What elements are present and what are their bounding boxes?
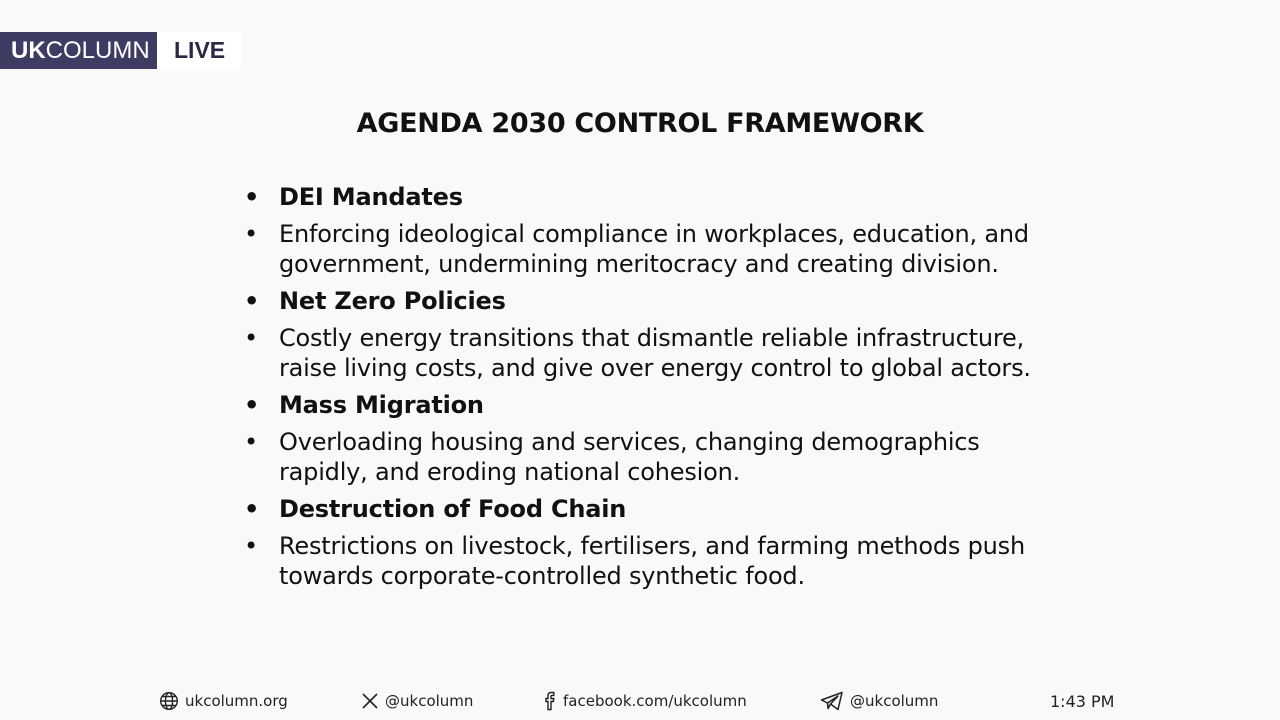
bullet-item bbox=[244, 219, 1044, 279]
bullet-item bbox=[244, 427, 1044, 487]
slide-bullet-list bbox=[244, 182, 1044, 598]
logo-brand-bold: UK bbox=[11, 36, 46, 64]
bullet-dot: • bbox=[244, 324, 258, 352]
slide-title: AGENDA 2030 CONTROL FRAMEWORK bbox=[356, 108, 924, 139]
bullet-dot: • bbox=[244, 183, 260, 211]
bullet-item bbox=[244, 494, 1044, 524]
bullet-item bbox=[244, 286, 1044, 316]
channel-logo bbox=[0, 32, 241, 69]
bullet-text: Net Zero Policies bbox=[279, 287, 506, 315]
website-link-text: ukcolumn.org bbox=[185, 692, 288, 710]
bullet-dot: • bbox=[244, 391, 260, 419]
bullet-item bbox=[244, 390, 1044, 420]
bullet-item bbox=[244, 531, 1044, 591]
footer-facebook[interactable] bbox=[543, 686, 747, 716]
bullet-text: Destruction of Food Chain bbox=[279, 495, 627, 523]
ukcolumn-logo bbox=[0, 32, 157, 69]
telegram-handle-text: @ukcolumn bbox=[850, 692, 939, 710]
bullet-text: Overloading housing and services, changing demographics rapidly, and eroding national cohesion. bbox=[279, 428, 980, 486]
bullet-item bbox=[244, 323, 1044, 383]
bullet-text: DEI Mandates bbox=[279, 183, 463, 211]
bullet-text: Costly energy transitions that dismantle reliable infrastructure, raise living costs, and give over energy control to global actors. bbox=[279, 324, 1031, 382]
logo-brand-regular: COLUMN bbox=[45, 36, 150, 64]
bullet-item bbox=[244, 182, 1044, 212]
bullet-text: Mass Migration bbox=[279, 391, 484, 419]
footer-telegram[interactable] bbox=[820, 686, 938, 716]
bullet-dot: • bbox=[244, 428, 258, 456]
live-badge: LIVE bbox=[157, 32, 241, 69]
x-logo-icon bbox=[361, 692, 379, 710]
bullet-dot: • bbox=[244, 532, 258, 560]
clock-time: 1:43 PM bbox=[1050, 691, 1115, 711]
footer-x-handle[interactable] bbox=[361, 686, 473, 716]
facebook-link-text: facebook.com/ukcolumn bbox=[563, 692, 747, 710]
footer-bar bbox=[0, 686, 1280, 716]
bullet-dot: • bbox=[244, 287, 260, 315]
globe-icon bbox=[159, 691, 179, 711]
footer-website[interactable] bbox=[159, 686, 288, 716]
x-handle-text: @ukcolumn bbox=[385, 692, 474, 710]
telegram-icon bbox=[820, 691, 844, 711]
bullet-dot: • bbox=[244, 495, 260, 523]
bullet-text: Enforcing ideological compliance in workplaces, education, and government, undermining meritocracy and creating division. bbox=[279, 220, 1029, 278]
bullet-dot: • bbox=[244, 220, 258, 248]
facebook-icon bbox=[543, 691, 557, 711]
bullet-text: Restrictions on livestock, fertilisers, and farming methods push towards corporate-controlled synthetic food. bbox=[279, 532, 1025, 590]
